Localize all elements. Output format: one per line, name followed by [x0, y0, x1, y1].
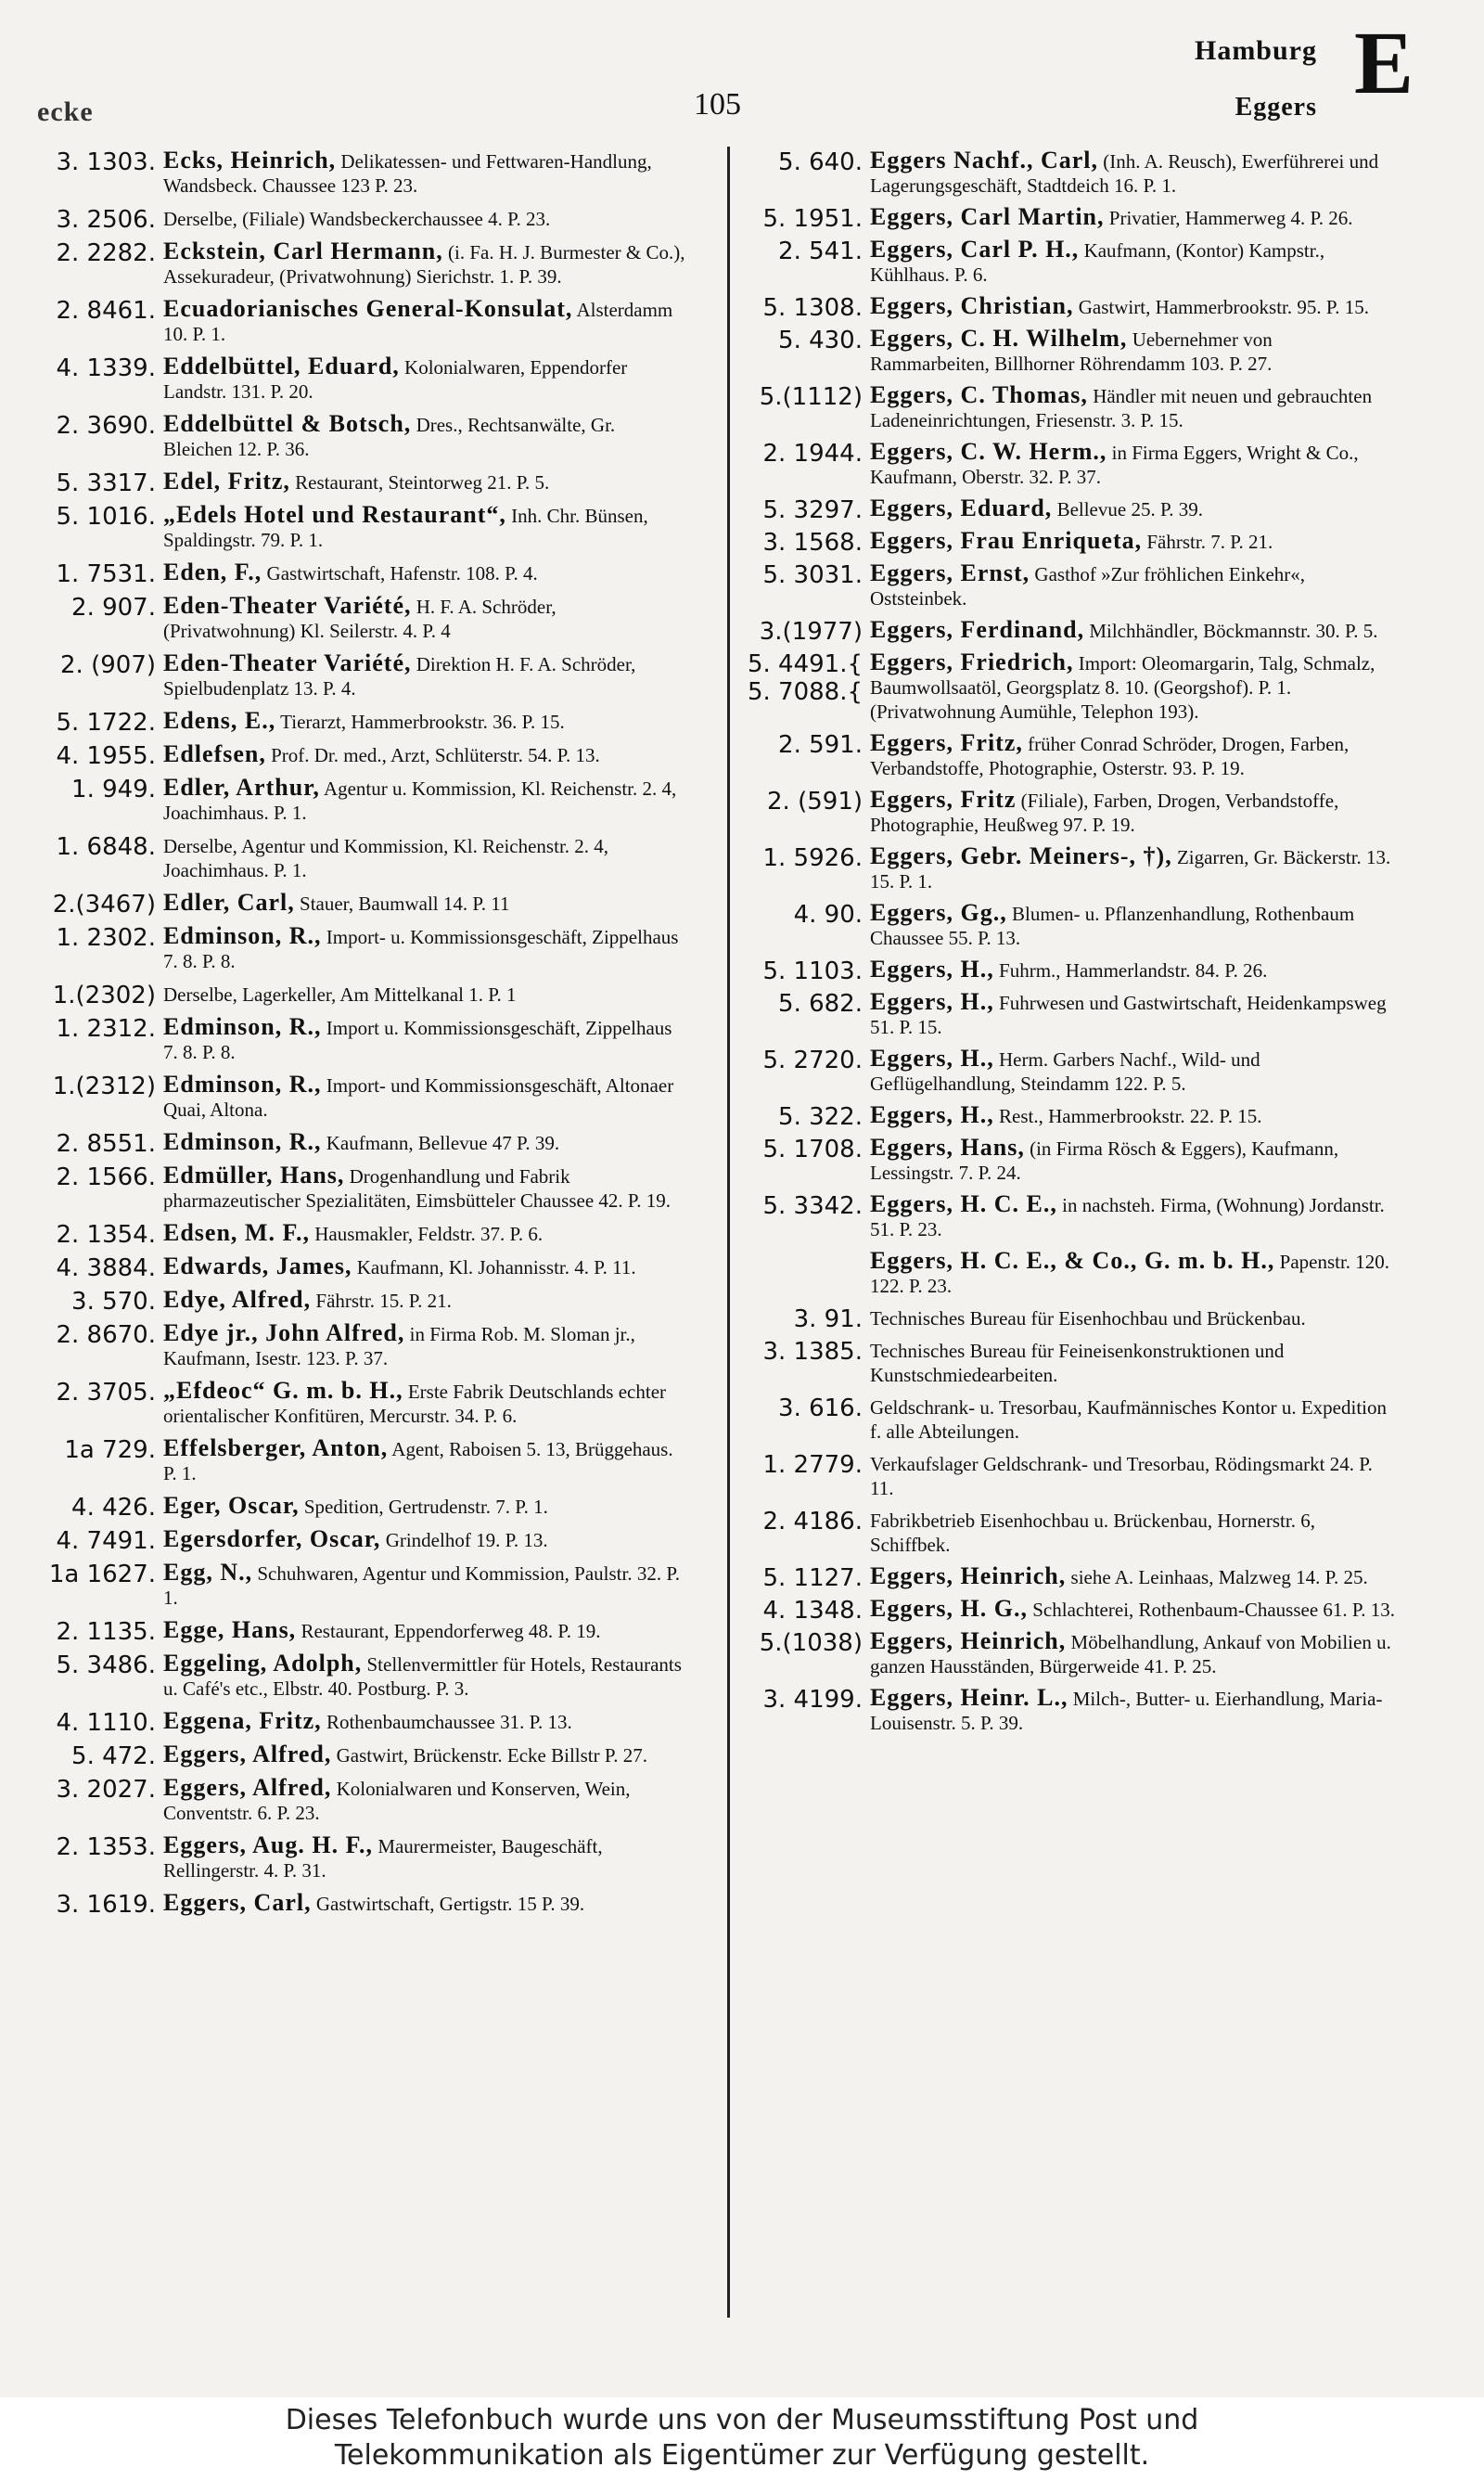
entry-name: Eggers, Friedrich,	[870, 649, 1074, 675]
entry-details: Restaurant, Eppendorferweg 48. P. 19.	[301, 1620, 601, 1642]
entry-details: Hausmakler, Feldstr. 37. P. 6.	[314, 1223, 544, 1245]
entry-name: Eggers, C. Thomas,	[870, 381, 1088, 408]
directory-entry	[35, 594, 689, 643]
phone-number: 1. 5926.	[762, 844, 863, 872]
entry-name: Eggers, Carl,	[163, 1889, 312, 1916]
directory-entry	[742, 990, 1396, 1039]
entry-name: Edye, Alfred,	[163, 1286, 312, 1313]
entry-details: Herm. Garbers Nachf., Wild- und Geflügelhandlung, Steindamm 122. P. 5.	[870, 1048, 1260, 1095]
directory-entry	[742, 238, 1396, 287]
directory-entry	[742, 1047, 1396, 1096]
directory-entry	[742, 292, 1396, 322]
phone-number: 3. 1303.	[56, 148, 156, 176]
directory-entry	[35, 1379, 689, 1428]
directory-entry	[35, 924, 689, 973]
entry-name: Eggers, Fritz,	[870, 729, 1023, 756]
phone-number: 1. 7531.	[56, 560, 156, 588]
directory-entry	[742, 561, 1396, 610]
directory-entry	[35, 1163, 689, 1213]
entry-name: Eggers, C. W. Herm.,	[870, 438, 1107, 465]
entry-details: Rest., Hammerbrookstr. 22. P. 15.	[999, 1105, 1262, 1127]
entry-details: Fährstr. 15. P. 21.	[315, 1290, 452, 1312]
directory-entry	[742, 650, 1396, 724]
phone-number: 5. 1951.	[762, 205, 863, 233]
entry-name: Edminson, R.,	[163, 1128, 322, 1155]
directory-entry	[35, 1253, 689, 1282]
entry-details: Erste Fabrik Deutschlands echter orientalischer Konfitüren, Mercurstr. 34. P. 6.	[163, 1381, 667, 1427]
entry-details: Kaufmann, Bellevue 47 P. 39.	[326, 1132, 560, 1154]
entry-name: Eggers, Frau Enriqueta,	[870, 527, 1143, 554]
right-column	[742, 148, 1396, 1742]
directory-entry	[35, 1321, 689, 1370]
directory-entry	[35, 1651, 689, 1701]
phone-number: 5. 3031.	[762, 561, 863, 589]
phone-number: 5. 1016.	[56, 503, 156, 531]
phone-number: 3. 91.	[793, 1305, 863, 1333]
directory-entry	[742, 788, 1396, 837]
entry-name: Eggers, Christian,	[870, 292, 1074, 319]
directory-entry	[742, 901, 1396, 950]
entry-name: Eggers, Heinrich,	[870, 1627, 1067, 1654]
phone-number: 4. 1348.	[762, 1597, 863, 1625]
entry-name: Edens, E.,	[163, 707, 276, 734]
entry-details: Derselbe, Lagerkeller, Am Mittelkanal 1. P. 1	[163, 983, 517, 1006]
phone-number: 2. 907.	[71, 594, 156, 622]
directory-entry	[35, 1436, 689, 1485]
running-head-city: Hamburg	[1194, 35, 1317, 66]
directory-entry	[742, 844, 1396, 893]
phone-number: 1. 2312.	[56, 1015, 156, 1043]
directory-entry	[35, 1128, 689, 1158]
phone-number: 1.(2302)	[52, 982, 156, 1009]
entry-details: Maurermeister, Baugeschäft, Rellingerstr. 4. P. 31.	[163, 1835, 603, 1882]
phone-number: 2.(3467)	[52, 891, 156, 919]
entry-name: Edsen, M. F.,	[163, 1219, 310, 1246]
entry-name: Eden-Theater Variété,	[163, 592, 412, 619]
entry-details: Kolonialwaren und Konserven, Wein, Conventstr. 6. P. 23.	[163, 1778, 631, 1824]
entry-name: Effelsberger, Anton,	[163, 1434, 389, 1461]
phone-number: 3. 4199.	[762, 1686, 863, 1714]
running-head-left: ecke	[37, 96, 94, 127]
phone-number: 2. 3705.	[56, 1379, 156, 1407]
directory-entry	[35, 889, 689, 919]
directory-entry	[35, 1219, 689, 1249]
phone-number: 5. 640.	[778, 148, 863, 176]
entry-details: Import u. Kommissionsgeschäft, Zippelhaus 7. 8. P. 8.	[163, 1017, 672, 1063]
entry-name: Egg, N.,	[163, 1559, 253, 1586]
entry-details: Derselbe, Agentur und Kommission, Kl. Reichenstr. 2. 4, Joachimhaus. P. 1.	[163, 835, 609, 881]
entry-details: Technisches Bureau für Feineisenkonstruktionen und Kunstschmiedearbeiten.	[870, 1340, 1285, 1386]
entry-details: Dres., Rechtsanwälte, Gr. Bleichen 12. P. 36.	[163, 414, 616, 460]
phone-number: 2. 4186.	[762, 1508, 863, 1536]
directory-entry	[35, 1561, 689, 1610]
entry-name: Eggers, Hans,	[870, 1134, 1025, 1161]
phone-number: 2. (907)	[60, 651, 156, 679]
entry-details: Blumen- u. Pflanzenhandlung, Rothenbaum Chaussee 55. P. 13.	[870, 903, 1355, 949]
directory-entry	[742, 1338, 1396, 1387]
directory-entry	[35, 412, 689, 461]
directory-entry	[35, 1492, 689, 1522]
entry-name: Eger, Oscar,	[163, 1492, 300, 1519]
directory-entry	[35, 740, 689, 770]
entry-details: Inh. Chr. Bünsen, Spaldingstr. 79. P. 1.	[163, 505, 648, 551]
entry-details: Fabrikbetrieb Eisenhochbau u. Brückenbau, Hornerstr. 6, Schiffbek.	[870, 1510, 1315, 1556]
entry-name: Eggers, Carl P. H.,	[870, 236, 1080, 263]
entry-name: Egge, Hans,	[163, 1616, 297, 1643]
directory-entry	[35, 354, 689, 404]
entry-name: Eggers, Heinrich,	[870, 1562, 1067, 1589]
footer-line-1: Dieses Telefonbuch wurde uns von der Museumsstiftung Post und	[285, 2404, 1199, 2436]
running-head-range: Eggers	[1235, 93, 1317, 122]
phone-number: 2. 8551.	[56, 1130, 156, 1158]
entry-details: Restaurant, Steintorweg 21. P. 5.	[295, 471, 550, 494]
entry-details: Tierarzt, Hammerbrookstr. 36. P. 15.	[280, 711, 565, 733]
entry-name: Eggers, H. G.,	[870, 1595, 1028, 1622]
phone-number: 2. 1354.	[56, 1221, 156, 1249]
directory-entry	[35, 1776, 689, 1825]
entry-details: in Firma Rob. M. Sloman jr., Kaufmann, Isestr. 123. P. 37.	[163, 1323, 635, 1369]
phone-number: 4. 90.	[793, 901, 863, 929]
directory-entry	[742, 148, 1396, 198]
entry-details: Papenstr. 120. 122. P. 23.	[870, 1251, 1390, 1297]
entry-details: Geldschrank- u. Tresorbau, Kaufmännisches Kontor u. Expedition f. alle Abteilungen.	[870, 1396, 1387, 1443]
directory-entry	[742, 1562, 1396, 1592]
entry-name: Edel, Fritz,	[163, 468, 290, 495]
entry-details: Gasthof »Zur fröhlichen Einkehr«, Oststeinbek.	[870, 563, 1306, 610]
entry-details: Import- u. Kommissionsgeschäft, Zippelhaus 7. 8. P. 8.	[163, 926, 679, 972]
entry-details: Kolonialwaren, Eppendorfer Landstr. 131. P. 20.	[163, 356, 628, 403]
entry-name: Eggers, H.,	[870, 1101, 994, 1128]
directory-entry	[742, 1192, 1396, 1241]
phone-number: 2. 2282.	[56, 239, 156, 267]
entry-name: Eddelbüttel & Botsch,	[163, 410, 412, 437]
entry-name: Eggers, H.,	[870, 1045, 994, 1072]
phone-number: 4. 1955.	[56, 742, 156, 770]
phone-number: 2. 8670.	[56, 1321, 156, 1349]
entry-details: Direktion H. F. A. Schröder, Spielbudenplatz 13. P. 4.	[163, 653, 636, 700]
phone-number: 5. 4491.{ 5. 7088.{	[747, 650, 863, 706]
directory-entry	[742, 1451, 1396, 1500]
phone-number: 5. 1308.	[762, 294, 863, 322]
directory-entry	[742, 957, 1396, 983]
entry-details: Import- und Kommissionsgeschäft, Altonaer Quai, Altona.	[163, 1074, 674, 1121]
phone-number: 3. 1619.	[56, 1891, 156, 1919]
entry-details: Privatier, Hammerweg 4. P. 26.	[1108, 207, 1353, 229]
phone-number: 2. 1353.	[56, 1833, 156, 1861]
entry-name: Edlefsen,	[163, 740, 266, 767]
directory-entry	[742, 495, 1396, 524]
phone-number: 5. 3317.	[56, 469, 156, 497]
directory-entry	[742, 327, 1396, 376]
entry-name: „Efdeoc“ G. m. b. H.,	[163, 1377, 403, 1404]
directory-entry	[35, 559, 689, 588]
directory-entry	[35, 1833, 689, 1882]
directory-entry	[742, 527, 1396, 557]
phone-number: 2. 541.	[778, 238, 863, 265]
directory-entry	[742, 440, 1396, 489]
entry-details: Gastwirtschaft, Gertigstr. 15 P. 39.	[315, 1893, 585, 1915]
entry-details: Zigarren, Gr. Bäckerstr. 13. 15. P. 1.	[870, 846, 1391, 893]
entry-details: Händler mit neuen und gebrauchten Ladeneinrichtungen, Friesenstr. 3. P. 15.	[870, 385, 1373, 431]
left-column	[35, 148, 689, 1924]
phone-number: 4. 7491.	[56, 1527, 156, 1555]
entry-name: Edmüller, Hans,	[163, 1162, 345, 1189]
entry-name: Eggers, Alfred,	[163, 1741, 332, 1767]
phone-number: 4. 426.	[71, 1494, 156, 1522]
entry-details: (Filiale), Farben, Drogen, Verbandstoffe, Photographie, Heußweg 97. P. 19.	[870, 790, 1339, 836]
entry-details: (i. Fa. H. J. Burmester & Co.), Assekuradeur, (Privatwohnung) Sierichstr. 1. P. 39.	[163, 241, 685, 288]
directory-entry	[35, 982, 689, 1007]
phone-number: 2. 591.	[778, 731, 863, 759]
entry-details: Spedition, Gertrudenstr. 7. P. 1.	[303, 1496, 548, 1518]
entry-name: Edminson, R.,	[163, 922, 322, 949]
directory-entry	[35, 833, 689, 882]
section-letter: E	[1353, 13, 1414, 112]
phone-number: 5. 322.	[778, 1103, 863, 1131]
entry-name: Eggers Nachf., Carl,	[870, 147, 1099, 173]
entry-name: Eggers, Heinr. L.,	[870, 1684, 1068, 1711]
entry-name: Ecks, Heinrich,	[163, 147, 337, 173]
entry-details: Verkaufslager Geldschrank- und Tresorbau, Rödingsmarkt 24. P. 11.	[870, 1453, 1373, 1499]
phone-number: 1. 2779.	[762, 1451, 863, 1479]
entry-name: Eggers, Ferdinand,	[870, 616, 1085, 643]
phone-number: 1. 2302.	[56, 924, 156, 952]
phone-number: 2. 1566.	[56, 1163, 156, 1191]
entry-name: Edwards, James,	[163, 1253, 352, 1279]
phone-number: 3. 1385.	[762, 1338, 863, 1366]
entry-name: Eddelbüttel, Eduard,	[163, 353, 400, 379]
phone-number: 5. 3486.	[56, 1651, 156, 1679]
entry-details: Drogenhandlung und Fabrik pharmazeutischer Spezialitäten, Eimsbütteler Chaussee 42. P. 19.	[163, 1165, 672, 1212]
entry-name: Eggers, Gebr. Meiners-, †),	[870, 842, 1172, 869]
entry-name: „Edels Hotel und Restaurant“,	[163, 501, 506, 528]
entry-name: Edminson, R.,	[163, 1013, 322, 1040]
phone-number: 2. 3690.	[56, 412, 156, 440]
phone-number: 4. 3884.	[56, 1254, 156, 1282]
entry-details: Derselbe, (Filiale) Wandsbeckerchaussee 4. P. 23.	[163, 208, 551, 230]
phone-number: 5. 1708.	[762, 1136, 863, 1163]
entry-name: Edler, Arthur,	[163, 774, 320, 801]
phone-number: 4. 1110.	[56, 1709, 156, 1737]
phone-number: 2. 1135.	[56, 1618, 156, 1646]
phone-number: 2. (591)	[767, 788, 863, 816]
entry-name: Eckstein, Carl Hermann,	[163, 238, 443, 264]
entry-details: Schlachterei, Rothenbaum-Chaussee 61. P. 13.	[1032, 1599, 1396, 1621]
entry-details: Uebernehmer von Rammarbeiten, Billhorner Röhrendamm 103. P. 27.	[870, 328, 1273, 375]
entry-details: in nachsteh. Firma, (Wohnung) Jordanstr. 51. P. 23.	[870, 1194, 1385, 1240]
entry-details: Stauer, Baumwall 14. P. 11	[300, 893, 510, 915]
phone-number: 4. 1339.	[56, 354, 156, 382]
phone-number: 2. 8461.	[56, 297, 156, 325]
phone-number: 5. 2720.	[762, 1047, 863, 1074]
phone-number: 5. 430.	[778, 327, 863, 354]
entry-details: Technisches Bureau für Eisenhochbau und Brückenbau.	[870, 1307, 1306, 1330]
entry-details: Import: Oleomargarin, Talg, Schmalz, Baumwollsaatöl, Georgsplatz 8. 10. (Georgshof). P. 1. (Privatwohnung Aumühle, Telephon 193).	[870, 652, 1375, 723]
entry-details: Grindelhof 19. P. 13.	[385, 1529, 548, 1551]
entry-details: Agent, Raboisen 5. 13, Brüggehaus. P. 1.	[163, 1438, 673, 1484]
phone-number: 5. 1722.	[56, 709, 156, 737]
directory-entry	[742, 1101, 1396, 1131]
phone-number: 3. 616.	[778, 1394, 863, 1422]
phone-number: 5. 1127.	[762, 1564, 863, 1592]
directory-entry	[742, 1629, 1396, 1678]
entry-name: Eggers, Fritz	[870, 786, 1017, 813]
entry-name: Eggers, Carl Martin,	[870, 203, 1105, 230]
directory-entry	[742, 1136, 1396, 1185]
phone-number: 5. 472.	[71, 1742, 156, 1770]
phone-number: 3. 1568.	[762, 529, 863, 557]
directory-entry	[35, 1616, 689, 1646]
directory-entry	[742, 1686, 1396, 1735]
directory-entry	[35, 148, 689, 198]
entry-name: Edye jr., John Alfred,	[163, 1319, 405, 1346]
phone-number: 5. 1103.	[762, 957, 863, 985]
entry-details: Stellenvermittler für Hotels, Restaurants u. Café's etc., Elbstr. 40. Postburg. P. 3.	[163, 1653, 682, 1700]
entry-details: Fuhrm., Hammerlandstr. 84. P. 26.	[999, 959, 1268, 982]
directory-entry	[35, 1286, 689, 1316]
directory-entry	[35, 1889, 689, 1919]
entry-details: Prof. Dr. med., Arzt, Schlüterstr. 54. P. 13.	[271, 744, 600, 766]
phone-number: 5. 3342.	[762, 1192, 863, 1220]
entry-details: (in Firma Rösch & Eggers), Kaufmann, Lessingstr. 7. P. 24.	[870, 1137, 1339, 1184]
entry-details: (Inh. A. Reusch), Ewerführerei und Lagerungsgeschäft, Stadtdeich 16. P. 1.	[870, 150, 1379, 197]
entry-name: Eden, F.,	[163, 559, 262, 585]
directory-entry	[35, 297, 689, 346]
directory-entry	[742, 1305, 1396, 1333]
entry-name: Egersdorfer, Oscar,	[163, 1525, 381, 1552]
entry-details: in Firma Eggers, Wright & Co., Kaufmann, Oberstr. 32. P. 37.	[870, 442, 1359, 488]
directory-entry	[742, 1508, 1396, 1557]
entry-details: Bellevue 25. P. 39.	[1056, 498, 1204, 520]
directory-entry	[742, 1394, 1396, 1444]
directory-entry	[35, 707, 689, 737]
entry-details: Fuhrwesen und Gastwirtschaft, Heidenkampsweg 51. P. 15.	[870, 992, 1387, 1038]
entry-name: Eggers, C. H. Wilhelm,	[870, 325, 1128, 352]
entry-name: Eggers, Gg.,	[870, 899, 1007, 926]
directory-entry	[35, 1073, 689, 1122]
entry-name: Ecuadorianisches General-Konsulat,	[163, 295, 573, 322]
entry-details: Milchhändler, Böckmannstr. 30. P. 5.	[1089, 620, 1378, 642]
phone-number: 3.(1977)	[759, 618, 863, 646]
entry-name: Eggers, Alfred,	[163, 1774, 332, 1801]
phone-number: 3. 570.	[71, 1288, 156, 1316]
directory-entry	[35, 1707, 689, 1737]
directory-entry	[742, 1249, 1396, 1298]
directory-entry	[35, 1015, 689, 1064]
footer-line-2: Telekommunikation als Eigentümer zur Verfügung gestellt.	[334, 2439, 1150, 2472]
entry-name: Eggers, H.,	[870, 956, 994, 983]
phone-number: 1a 729.	[64, 1436, 156, 1464]
directory-entry	[742, 383, 1396, 432]
phone-number: 3. 2506.	[56, 206, 156, 234]
phone-number: 5. 682.	[778, 990, 863, 1018]
entry-details: Alsterdamm 10. P. 1.	[163, 299, 673, 345]
phone-number: 2. 1944.	[762, 440, 863, 468]
directory-entry	[35, 239, 689, 289]
entry-details: Schuhwaren, Agentur und Kommission, Paulstr. 32. P. 1.	[163, 1562, 680, 1609]
phone-number: 1. 6848.	[56, 833, 156, 861]
entry-details: Kaufmann, Kl. Johannisstr. 4. P. 11.	[356, 1256, 636, 1279]
page-number: 105	[694, 87, 741, 122]
entry-name: Eggeling, Adolph,	[163, 1650, 363, 1677]
directory-entry	[742, 616, 1396, 646]
directory-entry	[35, 1525, 689, 1555]
directory-entry	[35, 651, 689, 700]
phone-number: 5.(1112)	[759, 383, 863, 411]
entry-name: Eggers, H.,	[870, 988, 994, 1015]
entry-details: Möbelhandlung, Ankauf von Mobilien u. ganzen Hausständen, Bürgerweide 41. P. 25.	[870, 1631, 1391, 1677]
phone-number: 3. 2027.	[56, 1776, 156, 1804]
entry-details: Gastwirt, Hammerbrookstr. 95. P. 15.	[1078, 296, 1369, 318]
entry-name: Eggers, H. C. E.,	[870, 1190, 1057, 1217]
entry-details: Kaufmann, (Kontor) Kampstr., Kühlhaus. P. 6.	[870, 239, 1325, 286]
entry-details: Gastwirtschaft, Hafenstr. 108. P. 4.	[266, 562, 538, 585]
phone-number: 1.(2312)	[52, 1073, 156, 1100]
footer-note	[0, 2397, 1484, 2480]
entry-name: Eggers, Aug. H. F.,	[163, 1831, 374, 1858]
phone-number: 5. 3297.	[762, 496, 863, 524]
directory-entry	[35, 776, 689, 825]
directory-entry	[35, 206, 689, 234]
entry-details: siehe A. Leinhaas, Malzweg 14. P. 25.	[1070, 1566, 1368, 1588]
entry-details: früher Conrad Schröder, Drogen, Farben, Verbandstoffe, Photographie, Osterstr. 93. P. 19.	[870, 733, 1350, 779]
directory-entry	[742, 1595, 1396, 1625]
entry-name: Eggers, H. C. E., & Co., G. m. b. H.,	[870, 1247, 1275, 1274]
column-divider	[727, 147, 730, 2318]
entry-details: H. F. A. Schröder, (Privatwohnung) Kl. Seilerstr. 4. P. 4	[163, 596, 556, 642]
entry-name: Eggena, Fritz,	[163, 1707, 322, 1734]
phone-number: 5.(1038)	[759, 1629, 863, 1657]
directory-entry	[35, 469, 689, 495]
directory-entry	[35, 1741, 689, 1770]
phone-number: 1a 1627.	[48, 1561, 156, 1588]
phone-number: 1. 949.	[71, 776, 156, 803]
entry-details: Agentur u. Kommission, Kl. Reichenstr. 2. 4, Joachimhaus. P. 1.	[163, 777, 677, 824]
directory-entry	[742, 203, 1396, 233]
entry-details: Rothenbaumchaussee 31. P. 13.	[326, 1711, 572, 1733]
entry-name: Eggers, Ernst,	[870, 559, 1030, 586]
entry-name: Eden-Theater Variété,	[163, 649, 412, 676]
entry-details: Fährstr. 7. P. 21.	[1146, 531, 1273, 553]
directory-entry	[35, 503, 689, 552]
directory-entry	[742, 731, 1396, 780]
entry-name: Edler, Carl,	[163, 889, 295, 916]
entry-name: Edminson, R.,	[163, 1071, 322, 1098]
entry-details: Gastwirt, Brückenstr. Ecke Billstr P. 27.	[336, 1744, 647, 1767]
entry-details: Delikatessen- und Fettwaren-Handlung, Wandsbeck. Chaussee 123 P. 23.	[163, 150, 652, 197]
entry-details: Milch-, Butter- u. Eierhandlung, Maria-Louisenstr. 5. P. 39.	[870, 1688, 1383, 1734]
entry-name: Eggers, Eduard,	[870, 495, 1053, 521]
